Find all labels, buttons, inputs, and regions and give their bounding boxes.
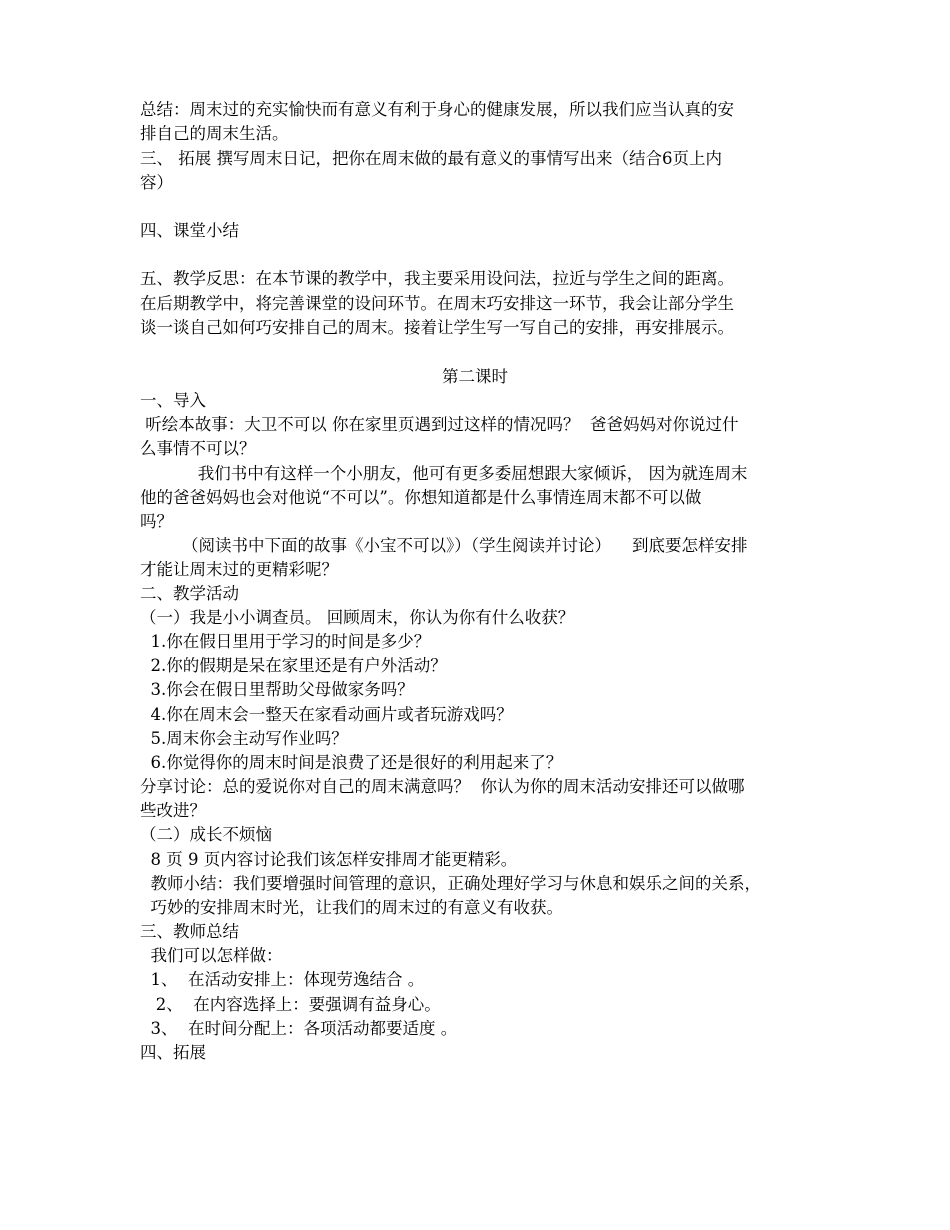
text-line: 三、 拓展 撰写周末日记，把你在周末做的最有意义的事情写出来（结合6页上内	[140, 149, 722, 168]
text-line: 谈一谈自己如何巧安排自己的周末。接着让学生写一写自己的安排，再安排展示。	[140, 318, 734, 337]
text-line: 吗？	[140, 512, 173, 531]
text-line: 排自己的周末生活。	[140, 124, 289, 143]
text-line: （阅读书中下面的故事《小宝不可以》）（学生阅读并讨论） 到底要怎样安排	[140, 536, 748, 555]
text-line: 才能让周末过的更精彩呢？	[140, 560, 338, 579]
text-line: 五、教学反思：在本节课的教学中，我主要采用设问法，拉近与学生之间的距离。	[140, 269, 734, 288]
list-item: 4.你在周末会一整天在家看动画片或者玩游戏吗？	[140, 705, 513, 724]
section-heading: 一、导入	[140, 391, 206, 410]
section-heading: 四、拓展	[140, 1043, 206, 1062]
text-line: 他的爸爸妈妈也会对他说“不可以”。你想知道都是什么事情连周末都不可以做	[140, 488, 702, 507]
subsection-heading: （一）我是小小调查员。 回顾周末，你认为你有什么收获？	[140, 608, 575, 627]
subsection-heading: （二）成长不烦恼	[140, 825, 272, 844]
section-heading: 二、教学活动	[140, 584, 239, 603]
list-item: 5.周末你会主动写作业吗？	[140, 729, 348, 748]
list-item: 2.你的假期是呆在家里还是有户外活动？	[140, 656, 447, 675]
text-line: 听绘本故事：大卫不可以 你在家里页遇到过这样的情况吗？ 爸爸妈妈对你说过什	[140, 415, 739, 434]
text-line: 教师小结：我们要增强时间管理的意识，正确处理好学习与休息和娱乐之间的关系，	[140, 874, 761, 893]
list-item: 6.你觉得你的周末时间是浪费了还是很好的利用起来了？	[140, 753, 563, 772]
text-line: 总结：周末过的充实愉快而有意义有利于身心的健康发展，所以我们应当认真的安	[140, 100, 734, 119]
text-line: 容）	[140, 173, 173, 192]
text-line: 分享讨论：总的爱说你对自己的周末满意吗？ 你认为你的周末活动安排还可以做哪	[140, 777, 745, 796]
list-item: 3.你会在假日里帮助父母做家务吗？	[140, 680, 414, 699]
list-item: 1.你在假日里用于学习的时间是多少？	[140, 632, 431, 651]
list-item: 3、 在时间分配上：各项活动都要适度 。	[140, 1019, 458, 1038]
text-line: 我们可以怎样做：	[140, 946, 283, 965]
text-line: 么事情不可以？	[140, 439, 256, 458]
lesson-title: 第二课时	[442, 367, 508, 386]
text-line: 我们书中有这样一个小朋友，他可有更多委屈想跟大家倾诉， 因为就连周末	[140, 464, 748, 483]
text-line: 巧妙的安排周末时光，让我们的周末过的有意义有收获。	[140, 898, 563, 917]
list-item: 1、 在活动安排上：体现劳逸结合 。	[140, 970, 425, 989]
section-heading: 三、教师总结	[140, 922, 239, 941]
text-line: 在后期教学中，将完善课堂的设问环节。在周末巧安排这一环节，我会让部分学生	[140, 294, 734, 313]
list-item: 2、 在内容选择上：要强调有益身心。	[140, 995, 441, 1014]
section-heading: 四、课堂小结	[140, 221, 239, 240]
text-line: 些改进？	[140, 801, 206, 820]
text-line: 8 页 9 页内容讨论我们该怎样安排周才能更精彩。	[140, 850, 518, 869]
